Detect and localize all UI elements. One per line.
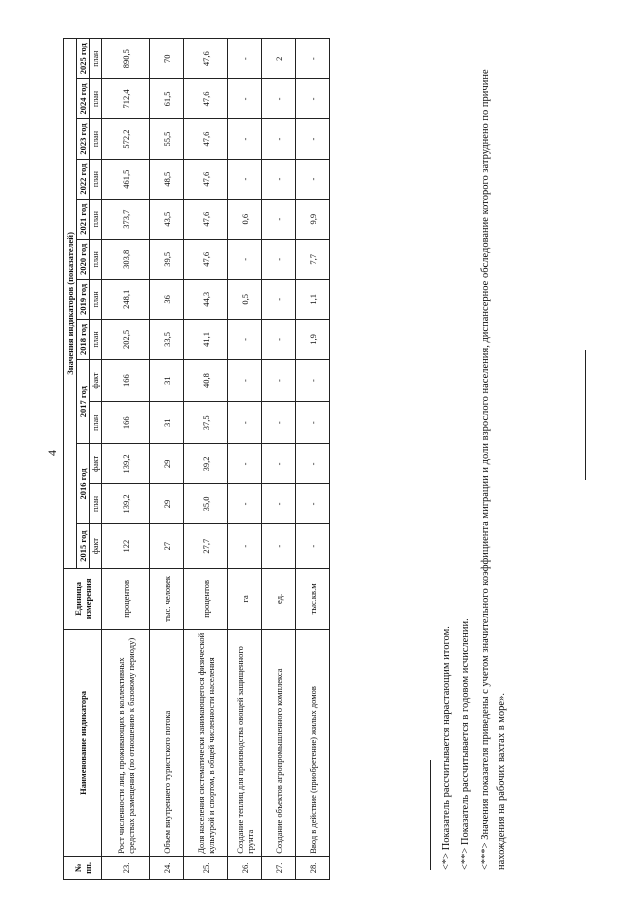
indicator-value: 461,5 xyxy=(102,159,150,199)
year-2022: 2022 год xyxy=(77,159,90,199)
row-number: 24. xyxy=(150,856,184,879)
indicator-value: - xyxy=(262,359,296,401)
subheader: план xyxy=(90,484,102,524)
year-2020: 2020 год xyxy=(77,239,90,279)
year-2023: 2023 год xyxy=(77,119,90,159)
page-number: 4 xyxy=(45,450,59,456)
indicator-value: - xyxy=(228,119,262,159)
indicator-value: 890,5 xyxy=(102,39,150,79)
indicator-value: 31 xyxy=(150,359,184,401)
col-num-header: № пп. xyxy=(64,856,102,879)
indicator-value: - xyxy=(262,319,296,359)
subheader: план xyxy=(90,79,102,119)
indicator-value: - xyxy=(262,199,296,239)
footnotes xyxy=(430,50,513,870)
table-row xyxy=(150,39,184,880)
indicator-name: Объем внутреннего туристского потока xyxy=(150,629,184,856)
indicator-value: 41,1 xyxy=(184,319,228,359)
indicator-value: 572,2 xyxy=(102,119,150,159)
year-2018: 2018 год xyxy=(77,319,90,359)
table-row xyxy=(296,39,330,880)
indicator-value: 44,3 xyxy=(184,279,228,319)
indicator-value: 0,6 xyxy=(228,199,262,239)
indicator-value: 166 xyxy=(102,359,150,401)
indicator-value: - xyxy=(296,484,330,524)
subheader: план xyxy=(90,199,102,239)
indicator-value: 7,7 xyxy=(296,239,330,279)
footnote: <*> Показатель рассчитывается нарастающим итогом. xyxy=(441,626,452,870)
footnote: <***> Значения показателя приведены с учетом значительного коэффициента миграции и доли взрослого населения, диспансерное обследование которого затруднено по причине нахождения на рабочих вахтах в море». xyxy=(479,69,507,870)
indicator-value: 39,2 xyxy=(184,444,228,484)
indicator-unit: тыс.кв.м xyxy=(296,568,330,629)
indicator-value: 36 xyxy=(150,279,184,319)
indicator-value: 43,5 xyxy=(150,199,184,239)
indicator-value: 61,5 xyxy=(150,79,184,119)
indicator-value: 55,5 xyxy=(150,119,184,159)
table-row xyxy=(102,39,150,880)
indicator-value: 2 xyxy=(262,39,296,79)
indicator-value: 47,6 xyxy=(184,199,228,239)
indicator-value: - xyxy=(228,79,262,119)
table-row xyxy=(262,39,296,880)
subheader: план xyxy=(90,279,102,319)
rotated-page-content xyxy=(30,20,620,880)
subheader: факт xyxy=(90,524,102,568)
indicator-name: Рост численности лиц, проживающих в коллективных средствах размещения (по отношению к базовому периоду) xyxy=(102,629,150,856)
indicator-value: 47,6 xyxy=(184,39,228,79)
indicator-value: 27 xyxy=(150,524,184,568)
indicator-value: - xyxy=(262,444,296,484)
indicator-value: - xyxy=(262,159,296,199)
indicator-value: - xyxy=(228,444,262,484)
indicator-value: 40,8 xyxy=(184,359,228,401)
indicator-value: 139,2 xyxy=(102,444,150,484)
indicator-value: - xyxy=(296,39,330,79)
indicator-value: 29 xyxy=(150,444,184,484)
indicator-unit: ед. xyxy=(262,568,296,629)
indicator-value: 202,5 xyxy=(102,319,150,359)
indicator-value: - xyxy=(262,79,296,119)
indicator-value: 47,6 xyxy=(184,119,228,159)
indicator-value: 33,5 xyxy=(150,319,184,359)
indicator-value: 27,7 xyxy=(184,524,228,568)
indicator-value: 1,9 xyxy=(296,319,330,359)
indicator-value: 303,8 xyxy=(102,239,150,279)
indicator-unit: процентов xyxy=(184,568,228,629)
indicator-value: 166 xyxy=(102,402,150,444)
row-number: 28. xyxy=(296,856,330,879)
subheader: факт xyxy=(90,444,102,484)
indicator-name: Доля населения систематически занимающегося физической культурой и спортом, в общей численности населения xyxy=(184,629,228,856)
indicator-unit: процентов xyxy=(102,568,150,629)
indicator-value: 0,5 xyxy=(228,279,262,319)
subheader: план xyxy=(90,159,102,199)
indicator-value: 70 xyxy=(150,39,184,79)
indicator-value: - xyxy=(262,119,296,159)
footnote-separator xyxy=(430,760,431,870)
year-2017: 2017 год xyxy=(77,359,90,443)
year-2019: 2019 год xyxy=(77,279,90,319)
values-header: Значения индикаторов (показателей) xyxy=(64,39,77,569)
row-number: 23. xyxy=(102,856,150,879)
indicator-value: 139,2 xyxy=(102,484,150,524)
subheader: факт xyxy=(90,359,102,401)
indicator-name: Создание объектов агропромышленного комплекса xyxy=(262,629,296,856)
indicator-value: 48,5 xyxy=(150,159,184,199)
indicator-value: 47,6 xyxy=(184,79,228,119)
indicator-value: - xyxy=(296,79,330,119)
indicator-value: 47,6 xyxy=(184,159,228,199)
indicator-value: 31 xyxy=(150,402,184,444)
row-number: 25. xyxy=(184,856,228,879)
indicator-value: 37,5 xyxy=(184,402,228,444)
indicator-value: - xyxy=(296,524,330,568)
indicator-value: 248,1 xyxy=(102,279,150,319)
indicator-value: 1,1 xyxy=(296,279,330,319)
year-2016: 2016 год xyxy=(77,444,90,524)
indicator-value: - xyxy=(228,39,262,79)
header-row-1 xyxy=(64,39,77,880)
year-2015: 2015 год xyxy=(77,524,90,568)
col-unit-header: Единица измерения xyxy=(64,568,102,629)
table-row xyxy=(184,39,228,880)
indicator-value: 373,7 xyxy=(102,199,150,239)
indicator-value: - xyxy=(228,359,262,401)
indicator-value: - xyxy=(296,444,330,484)
indicator-value: - xyxy=(296,119,330,159)
subheader: план xyxy=(90,239,102,279)
indicator-value: - xyxy=(228,524,262,568)
row-number: 26. xyxy=(228,856,262,879)
year-2025: 2025 год xyxy=(77,39,90,79)
subheader: план xyxy=(90,39,102,79)
indicator-value: - xyxy=(228,319,262,359)
indicator-value: - xyxy=(296,359,330,401)
indicator-value: - xyxy=(296,159,330,199)
subheader: план xyxy=(90,319,102,359)
indicator-value: 35,0 xyxy=(184,484,228,524)
indicator-unit: га xyxy=(228,568,262,629)
indicator-value: - xyxy=(262,402,296,444)
indicator-name: Создание теплиц для производства овощей защищенного грунта xyxy=(228,629,262,856)
col-name-header: Наименование индикатора xyxy=(64,629,102,856)
indicator-value: - xyxy=(262,279,296,319)
closing-rule xyxy=(585,350,586,480)
row-number: 27. xyxy=(262,856,296,879)
indicator-value: 122 xyxy=(102,524,150,568)
indicator-value: - xyxy=(296,402,330,444)
indicator-value: - xyxy=(262,239,296,279)
indicator-value: - xyxy=(262,484,296,524)
year-2021: 2021 год xyxy=(77,199,90,239)
indicator-value: 29 xyxy=(150,484,184,524)
indicator-value: - xyxy=(228,402,262,444)
indicators-table xyxy=(63,38,330,880)
indicator-value: - xyxy=(228,239,262,279)
footnote: <**> Показатель рассчитывается в годовом исчислении. xyxy=(460,618,472,870)
indicator-value: 39,5 xyxy=(150,239,184,279)
indicator-value: - xyxy=(262,524,296,568)
subheader: план xyxy=(90,402,102,444)
year-2024: 2024 год xyxy=(77,79,90,119)
indicator-value: 712,4 xyxy=(102,79,150,119)
indicator-value: - xyxy=(228,484,262,524)
indicator-value: - xyxy=(228,159,262,199)
indicator-value: 9,9 xyxy=(296,199,330,239)
indicator-name: Ввод в действие (приобретение) жилых домов xyxy=(296,629,330,856)
subheader: план xyxy=(90,119,102,159)
indicator-value: 47,6 xyxy=(184,239,228,279)
indicator-unit: тыс. человек xyxy=(150,568,184,629)
table-row xyxy=(228,39,262,880)
